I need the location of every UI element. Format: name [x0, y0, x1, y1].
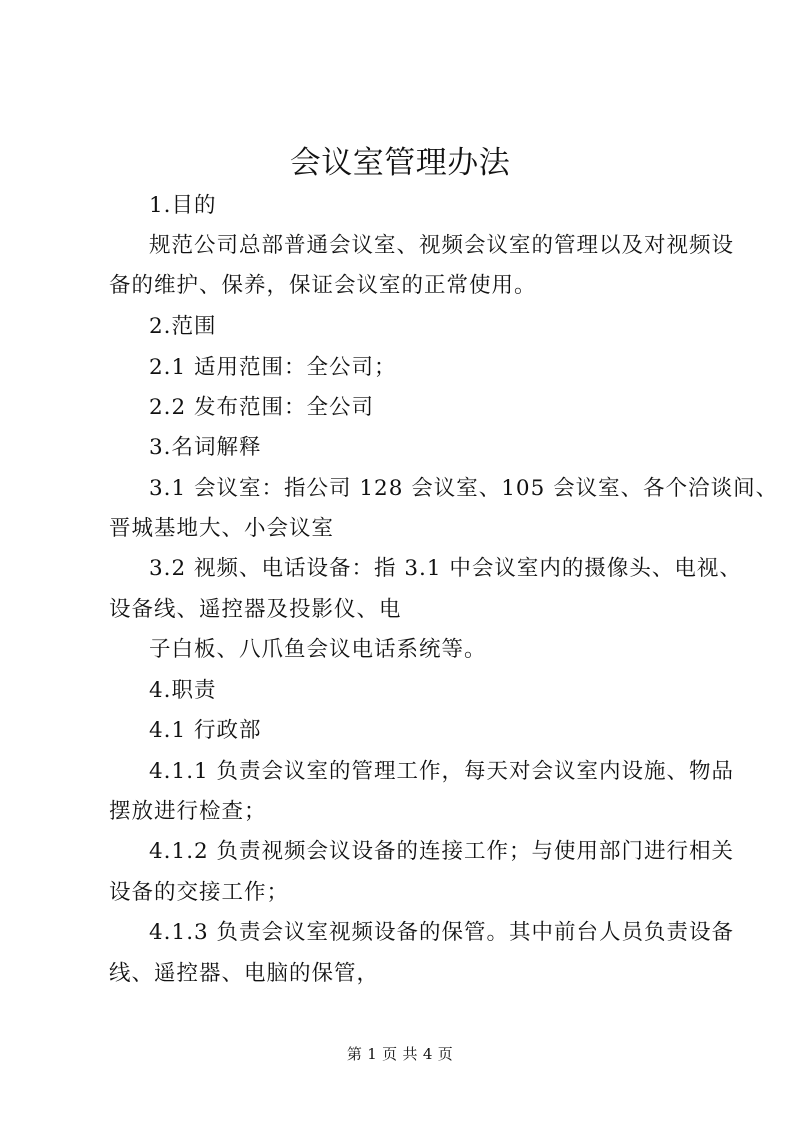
heading-purpose: 1.目的 [149, 193, 217, 218]
paragraph-line: 2.1 适用范围：全公司； [149, 355, 397, 380]
heading-definitions: 3.名词解释 [149, 435, 262, 460]
heading-scope: 2.范围 [149, 314, 217, 339]
paragraph-line: 摆放进行检查； [109, 799, 267, 824]
paragraph-line: 晋城基地大、小会议室 [109, 516, 335, 541]
paragraph-line: 4.1 行政部 [149, 718, 262, 743]
paragraph-line: 4.1.1 负责会议室的管理工作，每天对会议室内设施、物品 [149, 759, 735, 784]
heading-responsibilities: 4.职责 [149, 678, 217, 703]
paragraph-line: 设备的交接工作； [109, 880, 290, 905]
paragraph-line: 3.2 视频、电话设备：指 3.1 中会议室内的摄像头、电视、 [149, 556, 742, 581]
paragraph-line: 4.1.2 负责视频会议设备的连接工作；与使用部门进行相关 [149, 839, 735, 864]
paragraph-line: 子白板、八爪鱼会议电话系统等。 [149, 637, 487, 662]
paragraph-line: 3.1 会议室：指公司 128 会议室、105 会议室、各个洽谈间、 [149, 476, 779, 501]
paragraph-line: 4.1.3 负责会议室视频设备的保管。其中前台人员负责设备 [149, 920, 735, 945]
paragraph-line: 2.2 发布范围：全公司 [149, 395, 375, 420]
paragraph-line: 备的维护、保养，保证会议室的正常使用。 [109, 273, 537, 298]
document-title: 会议室管理办法 [289, 145, 511, 181]
page-footer: 第 1 页 共 4 页 [346, 1045, 454, 1063]
paragraph-line: 设备线、遥控器及投影仪、电 [109, 597, 402, 622]
paragraph-line: 线、遥控器、电脑的保管， [109, 961, 380, 986]
paragraph-line: 规范公司总部普通会议室、视频会议室的管理以及对视频设 [149, 233, 735, 258]
